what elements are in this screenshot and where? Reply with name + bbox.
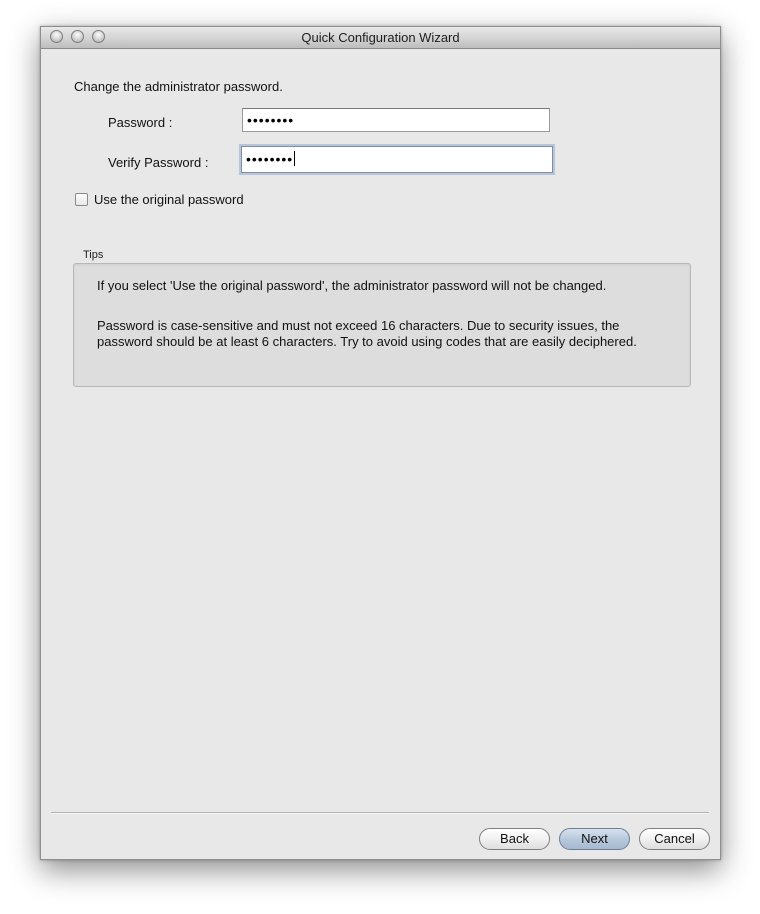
tips-heading: Tips [83,249,104,261]
use-original-password-label[interactable]: Use the original password [94,192,244,207]
tips-box [73,263,691,387]
title-bar[interactable] [41,27,720,49]
verify-password-field[interactable] [241,146,553,173]
text-cursor [294,151,295,166]
wizard-window [40,26,721,860]
window-title: Quick Configuration Wizard [301,30,460,45]
footer-divider [51,812,709,814]
verify-password-value: •••••••• [246,151,294,167]
password-field[interactable] [242,108,550,132]
back-button[interactable]: Back [479,828,550,850]
cancel-button[interactable]: Cancel [639,828,710,850]
password-value: •••••••• [247,112,295,128]
password-label: Password : [108,115,173,130]
use-original-password-checkbox[interactable] [75,193,88,206]
next-button[interactable]: Next [559,828,630,850]
page-heading: Change the administrator password. [74,79,283,94]
tip-original-password: If you select 'Use the original password', the administrator password will not be changed. [97,278,607,293]
tip-password-rules: Password is case-sensitive and must not exceed 16 characters. Due to security issues, the password should be at least 6 characters. Try to avoid using codes that are easily deciphered. [97,318,637,349]
verify-password-label: Verify Password : [108,155,209,170]
